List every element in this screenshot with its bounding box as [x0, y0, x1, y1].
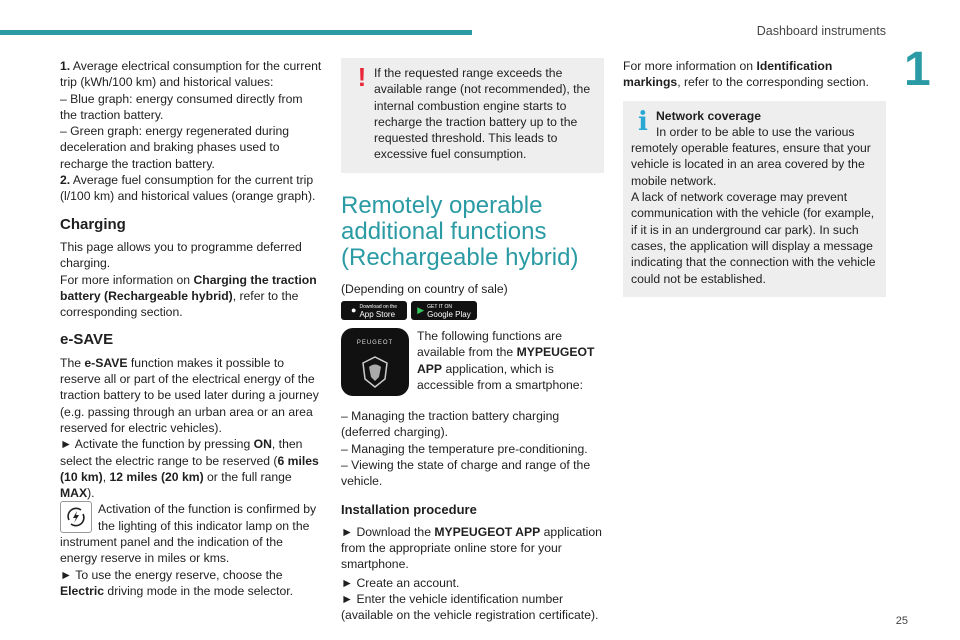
paragraph-1: 1. Average electrical consumption for the current trip (kWh/100 km) and historical values:: [60, 59, 322, 90]
install-step: ► Download the MYPEUGEOT APP application from the appropriate online store for your smartphone.: [341, 524, 602, 572]
warning-icon: !: [357, 62, 367, 92]
country-note: (Depending on country of sale): [341, 281, 508, 296]
list-item: – Managing the traction battery charging (deferred charging).: [341, 409, 560, 440]
esave-paragraph: The e-SAVE function makes it possible to reserve all or part of the electrical energy of the traction battery to be used later during a journey (e.g. passing through an urban area or an area reserved for electric vehicles).: [60, 355, 319, 435]
warning-note: ! If the requested range exceeds the available range (not recommended), the internal combustion engine starts to recharge the traction battery up to the requested threshold. This leads to excessive fuel consumption.: [341, 58, 604, 173]
section-title: Dashboard instruments: [756, 24, 886, 38]
page-number: 25: [895, 615, 908, 627]
paragraph-2: 2. Average fuel consumption for the current trip (l/100 km) and historical values (orange graph).: [60, 173, 316, 204]
esave-confirmation: Activation of the function is confirmed by the lighting of this indicator lamp on the instrument panel and the indication of the energy reserve in miles or kms.: [60, 502, 317, 566]
info-note: i Network coverage In order to be able to use the various remotely operable features, ensure that your vehicle is located in an area covered by the mobile network. A lack of network coverage may prevent communication with the vehicle (for example, if it is in an underground car park). In such cases, the application will display a message indicating that the connection with the vehicle could not be established.: [623, 101, 886, 297]
charging-reference: For more information on Charging the traction battery (Rechargeable hybrid), refer to the corresponding section.: [60, 272, 317, 320]
app-description: The following functions are available from the MYPEUGEOT APP application, which is accessible from a smartphone:: [417, 329, 595, 392]
reference-paragraph: For more information on Identification markings, refer to the corresponding section.: [623, 59, 869, 90]
esave-step: ► To use the energy reserve, choose the Electric driving mode in the mode selector.: [60, 567, 294, 598]
install-step: ► Create an account.: [341, 575, 460, 590]
column-2: [341, 58, 604, 624]
column-3: [623, 58, 886, 297]
header-accent-bar: [0, 30, 472, 35]
list-item: – Managing the temperature pre-conditioning.: [341, 441, 588, 456]
charging-heading: Charging: [60, 215, 126, 233]
esave-step: ► Activate the function by pressing ON, then select the electric range to be reserved (6 miles (10 km), 12 miles (20 km) or the full range MAX).: [60, 437, 319, 501]
section-heading: Remotely operable additional functions (Rechargeable hybrid): [341, 191, 579, 271]
play-icon: ▶: [417, 305, 425, 316]
list-item: – Viewing the state of charge and range of the vehicle.: [341, 457, 591, 489]
app-store-badge[interactable]: ● Download on the App Store: [341, 301, 407, 320]
info-icon: i: [638, 106, 648, 137]
list-item: – Blue graph: energy consumed directly from the traction battery.: [60, 91, 303, 122]
store-badges: [341, 301, 604, 320]
lion-logo-icon: [360, 355, 390, 389]
installation-heading: Installation procedure: [341, 501, 477, 517]
esave-heading: e-SAVE: [60, 331, 114, 349]
install-step: ► Enter the vehicle identification number (available on the vehicle registration certificate).: [341, 592, 599, 623]
esave-lamp-icon: [60, 501, 92, 533]
chapter-number: 1: [904, 43, 931, 96]
google-play-badge[interactable]: ▶ GET IT ON Google Play: [411, 301, 477, 320]
peugeot-app-icon: PEUGEOT: [341, 328, 409, 396]
apple-icon: ●: [351, 305, 357, 316]
column-1: [60, 58, 322, 599]
charging-paragraph: This page allows you to programme deferred charging.: [60, 239, 302, 271]
list-item: – Green graph: energy regenerated during deceleration and braking phases used to recharge the traction battery.: [60, 124, 290, 171]
app-info: [341, 328, 604, 396]
